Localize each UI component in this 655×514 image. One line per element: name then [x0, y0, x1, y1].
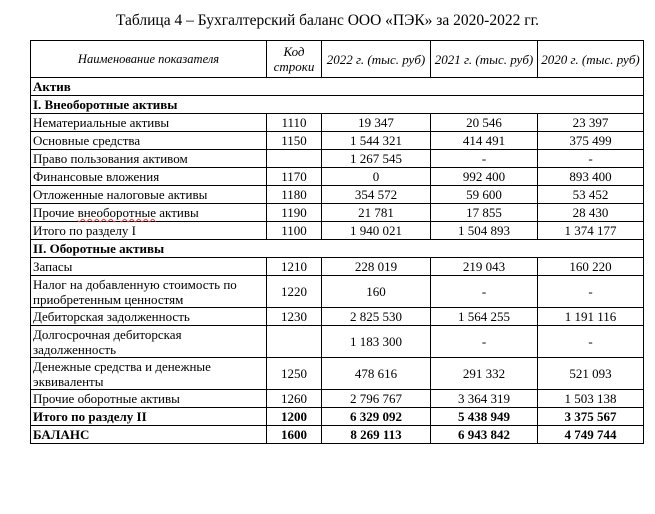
value-2021: 1 504 893: [431, 222, 538, 240]
value-2021: -: [431, 276, 538, 308]
row-label: Долгосрочная дебиторская задолженность: [31, 326, 267, 358]
row-label: Отложенные налоговые активы: [31, 186, 267, 204]
value-2022: 6 329 092: [322, 408, 431, 426]
value-2020: 1 374 177: [538, 222, 644, 240]
balance-table: [30, 40, 644, 444]
value-2021: 17 855: [431, 204, 538, 222]
value-2021: 414 491: [431, 132, 538, 150]
table-row: [31, 308, 644, 326]
value-2022: 1 183 300: [322, 326, 431, 358]
value-2022: 354 572: [322, 186, 431, 204]
row-label: Нематериальные активы: [31, 114, 267, 132]
value-2022: 478 616: [322, 358, 431, 390]
row-label: Прочие оборотные активы: [31, 390, 267, 408]
table-row: [31, 276, 644, 308]
row-code: 1250: [267, 358, 322, 390]
table-row: [31, 258, 644, 276]
row-code: 1230: [267, 308, 322, 326]
spellcheck-word: внеоборотные: [77, 205, 157, 220]
table-row: [31, 326, 644, 358]
header-2022: 2022 г. (тыс. руб): [322, 41, 431, 78]
row-code: 1170: [267, 168, 322, 186]
value-2022: 228 019: [322, 258, 431, 276]
section-row: [31, 96, 644, 114]
table-row: [31, 222, 644, 240]
table-row: [31, 150, 644, 168]
value-2021: 6 943 842: [431, 426, 538, 444]
header-2020: 2020 г. (тыс. руб): [538, 41, 644, 78]
value-2020: 4 749 744: [538, 426, 644, 444]
value-2022: 1 940 021: [322, 222, 431, 240]
row-code: [267, 326, 322, 358]
row-label: БАЛАНС: [31, 426, 267, 444]
header-code: Код строки: [267, 41, 322, 78]
value-2022: 2 796 767: [322, 390, 431, 408]
row-code: 1600: [267, 426, 322, 444]
row-code: 1210: [267, 258, 322, 276]
table-row: [31, 114, 644, 132]
value-2020: 375 499: [538, 132, 644, 150]
value-2021: 219 043: [431, 258, 538, 276]
value-2020: 893 400: [538, 168, 644, 186]
row-label: Запасы: [31, 258, 267, 276]
table-row: [31, 358, 644, 390]
row-code: 1180: [267, 186, 322, 204]
value-2020: 28 430: [538, 204, 644, 222]
value-2022: 19 347: [322, 114, 431, 132]
row-label: Право пользования активом: [31, 150, 267, 168]
row-code: 1220: [267, 276, 322, 308]
value-2020: 23 397: [538, 114, 644, 132]
row-label: [31, 204, 267, 222]
table-row: [31, 168, 644, 186]
value-2020: 521 093: [538, 358, 644, 390]
value-2021: 5 438 949: [431, 408, 538, 426]
row-code: 1150: [267, 132, 322, 150]
value-2020: 1 191 116: [538, 308, 644, 326]
table-row: [31, 390, 644, 408]
row-label: Основные средства: [31, 132, 267, 150]
header-2021: 2021 г. (тыс. руб): [431, 41, 538, 78]
section-row: [31, 240, 644, 258]
row-label-part: активы: [156, 205, 199, 220]
value-2022: 2 825 530: [322, 308, 431, 326]
value-2020: -: [538, 326, 644, 358]
value-2022: 21 781: [322, 204, 431, 222]
section-current: II. Оборотные активы: [31, 240, 644, 258]
row-label: Денежные средства и денежные эквиваленты: [31, 358, 267, 390]
table-caption: Таблица 4 – Бухгалтерский баланс ООО «ПЭК» за 2020-2022 гг.: [115, 12, 540, 29]
value-2020: 3 375 567: [538, 408, 644, 426]
value-2021: 992 400: [431, 168, 538, 186]
value-2021: 1 564 255: [431, 308, 538, 326]
section-row: [31, 78, 644, 96]
value-2021: 59 600: [431, 186, 538, 204]
value-2020: -: [538, 276, 644, 308]
value-2021: 291 332: [431, 358, 538, 390]
value-2021: 3 364 319: [431, 390, 538, 408]
value-2021: -: [431, 150, 538, 168]
value-2022: 160: [322, 276, 431, 308]
value-2021: -: [431, 326, 538, 358]
row-code: 1100: [267, 222, 322, 240]
table-row: [31, 186, 644, 204]
value-2020: 160 220: [538, 258, 644, 276]
value-2020: -: [538, 150, 644, 168]
row-label: Итого по разделу I: [31, 222, 267, 240]
row-code: 1190: [267, 204, 322, 222]
value-2022: 1 544 321: [322, 132, 431, 150]
header-name: Наименование показателя: [31, 41, 267, 78]
value-2022: 8 269 113: [322, 426, 431, 444]
row-code: 1200: [267, 408, 322, 426]
table-row: [31, 132, 644, 150]
balance-row: [31, 426, 644, 444]
header-row: [31, 41, 644, 78]
value-2022: 1 267 545: [322, 150, 431, 168]
total-row: [31, 408, 644, 426]
row-label: Дебиторская задолженность: [31, 308, 267, 326]
row-label: Итого по разделу II: [31, 408, 267, 426]
value-2022: 0: [322, 168, 431, 186]
row-code: 1110: [267, 114, 322, 132]
value-2020: 53 452: [538, 186, 644, 204]
row-label: Налог на добавленную стоимость по приобретенным ценностям: [31, 276, 267, 308]
value-2020: 1 503 138: [538, 390, 644, 408]
table-row: [31, 204, 644, 222]
row-code: 1260: [267, 390, 322, 408]
row-label-part: Прочие: [33, 205, 78, 220]
value-2021: 20 546: [431, 114, 538, 132]
section-noncurrent: I. Внеоборотные активы: [31, 96, 644, 114]
section-active: Актив: [31, 78, 644, 96]
row-code: [267, 150, 322, 168]
row-label: Финансовые вложения: [31, 168, 267, 186]
